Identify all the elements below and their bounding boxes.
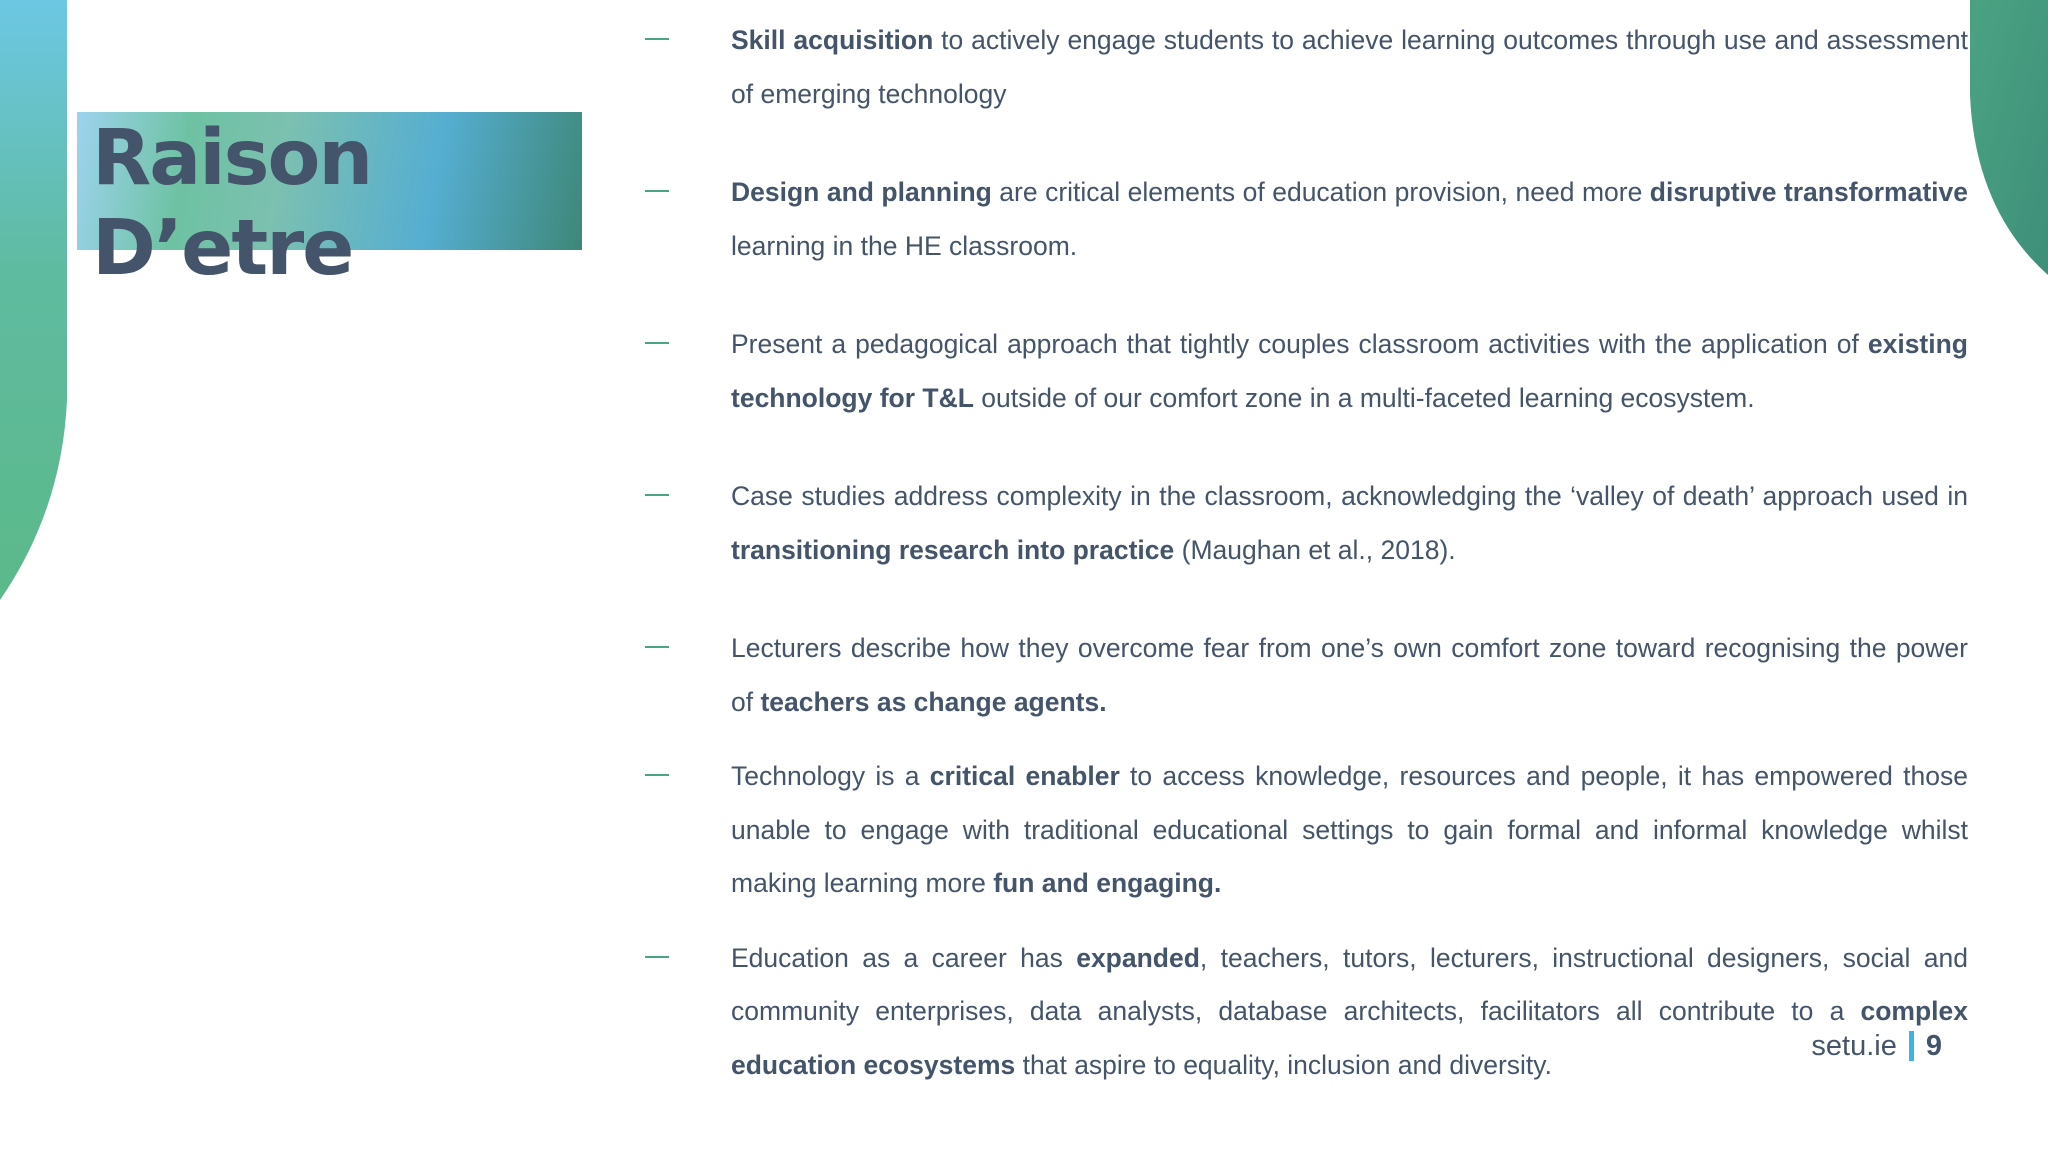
right-decorative-shape (1970, 0, 2048, 275)
bullet-item (645, 470, 1968, 577)
bullet-text: learning in the HE classroom. (731, 230, 1078, 261)
bullet-text-bold: expanded (1076, 942, 1200, 973)
dash-bullet-icon (645, 956, 669, 958)
bullet-item (645, 932, 1968, 1093)
bullet-item (645, 622, 1968, 729)
bullet-text: Education as a career has (731, 942, 1077, 973)
bullet-text: (Maughan et al., 2018). (1174, 534, 1456, 565)
slide-footer (1805, 1026, 1942, 1066)
bullet-text: Case studies address complexity in the classroom, acknowledging the ‘valley of death’ approach used in (731, 481, 1968, 511)
dash-bullet-icon (645, 774, 669, 776)
bullet-text-bold: Design and planning (731, 177, 992, 207)
dash-bullet-icon (645, 646, 669, 648)
bullet-text: to access knowledge, resources and people, it has empowered those unable to engage with traditional educational settings to gain formal and informal knowledge whilst making learning more (731, 761, 1968, 898)
bullet-item (645, 166, 1968, 273)
dash-bullet-icon (645, 38, 669, 40)
bullet-item (645, 14, 1968, 121)
dash-bullet-icon (645, 190, 669, 192)
slide-title-line-1: Raison (92, 114, 372, 203)
bullet-text: to actively engage students to achieve learning outcomes through use and assessment of emerging technology (731, 25, 1968, 109)
bullet-text: Present a pedagogical approach that tightly couples classroom activities with the application of (731, 329, 1868, 359)
bullet-text-bold: transitioning research into practice (731, 534, 1175, 565)
footer-separator (1909, 1031, 1914, 1061)
dash-bullet-icon (645, 342, 669, 344)
bullet-text-bold: complex education ecosystems (731, 996, 1968, 1080)
bullet-list (645, 14, 1968, 1092)
bullet-text: , teachers, tutors, lecturers, instructional designers, social and community enterprises, data analysts, database architects, facilitators all contribute to a (731, 942, 1968, 1026)
footer-site-link[interactable]: setu.ie (1811, 1030, 1897, 1062)
bullet-text: outside of our comfort zone in a multi-faceted learning ecosystem. (973, 382, 1755, 413)
bullet-text: Technology is a (731, 761, 930, 791)
bullet-text-bold: critical enabler (929, 761, 1120, 791)
slide-title (92, 114, 552, 294)
bullet-item (645, 318, 1968, 425)
left-decorative-shape (0, 0, 67, 600)
dash-bullet-icon (645, 494, 669, 496)
bullet-text: are critical elements of education provision, need more (991, 177, 1650, 207)
bullet-text-bold: existing technology for T&L (731, 329, 1968, 413)
bullet-text-bold: teachers as change agents. (760, 686, 1107, 717)
bullet-text: that aspire to equality, inclusion and diversity. (1015, 1049, 1552, 1080)
bullet-text-bold: Skill acquisition (731, 25, 934, 55)
bullet-text-bold: disruptive transformative (1649, 177, 1969, 207)
slide-title-line-2: D’etre (92, 204, 353, 293)
bullet-text-bold: fun and engaging. (993, 868, 1222, 898)
page-number: 9 (1925, 1030, 1942, 1062)
bullet-text: Lecturers describe how they overcome fear from one’s own comfort zone toward recognising the power of (731, 633, 1968, 717)
bullet-item (645, 750, 1968, 911)
